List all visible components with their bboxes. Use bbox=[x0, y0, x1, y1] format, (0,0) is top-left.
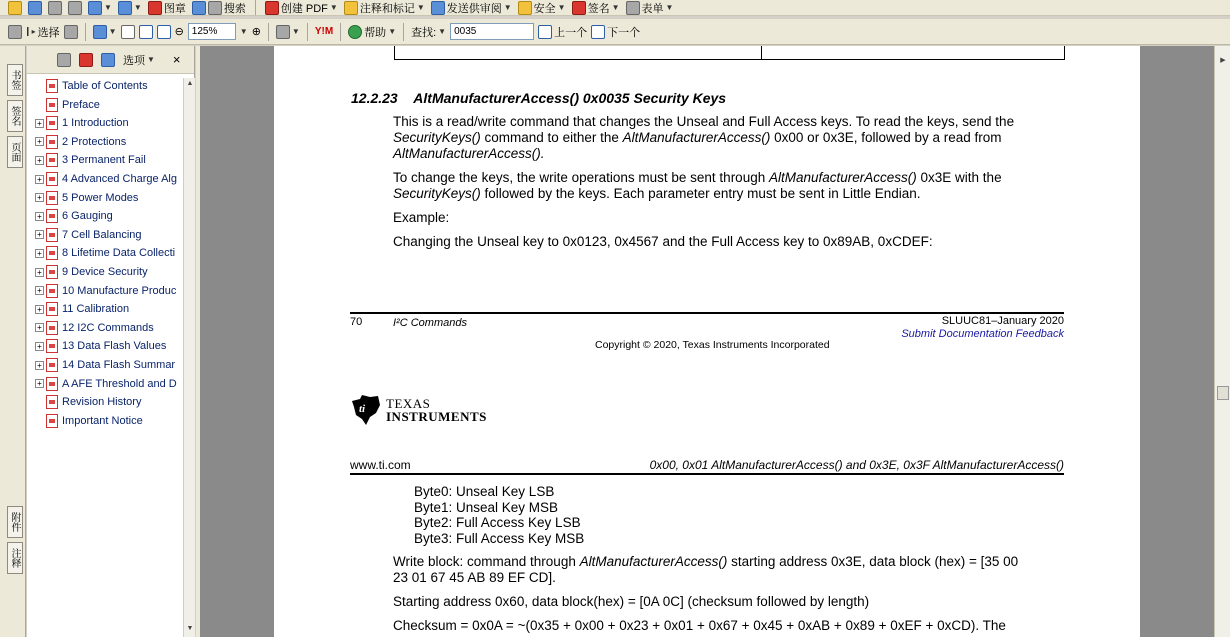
header-title: 0x00, 0x01 AltManufacturerAccess() and 0x3E, 0x3F AltManufacturerAccess() bbox=[649, 458, 1064, 472]
zoom-out-icon: ⊖ bbox=[174, 26, 184, 38]
bookmark-icon bbox=[46, 358, 58, 372]
bookmark-label: 4 Advanced Charge Alg bbox=[62, 173, 177, 185]
expand-icon[interactable]: + bbox=[35, 361, 44, 370]
magnifier-icon bbox=[93, 25, 107, 39]
tab-signatures[interactable]: 签名 bbox=[7, 100, 23, 132]
find-previous-icon bbox=[538, 25, 552, 39]
paragraph-line: SecurityKeys() command to either the AltManufacturerAccess() 0x00 or 0x3E, followed by a read from bbox=[393, 130, 1002, 145]
bookmark-label: 1 Introduction bbox=[62, 117, 129, 130]
bookmark-label: 10 Manufacture Produc bbox=[62, 284, 177, 297]
bookmark-label: 9 Device Security bbox=[62, 266, 148, 278]
bookmark-label: 5 Power Modes bbox=[62, 191, 139, 204]
fit-page-button[interactable] bbox=[139, 24, 153, 40]
header-rule bbox=[350, 473, 1064, 475]
scroll-up-icon[interactable]: ▲ bbox=[186, 80, 194, 87]
print-button[interactable] bbox=[68, 0, 82, 16]
copyright: Copyright © 2020, Texas Instruments Incorporated bbox=[595, 339, 830, 351]
toolbar-separator bbox=[307, 23, 308, 41]
help-icon bbox=[348, 25, 362, 39]
bookmark-icon bbox=[46, 377, 58, 391]
yahoo-button[interactable] bbox=[315, 24, 333, 40]
bookmark-icon bbox=[46, 246, 58, 260]
bookmarks-panel-header bbox=[27, 46, 194, 74]
form-icon bbox=[626, 1, 640, 15]
bookmark-item[interactable] bbox=[46, 413, 143, 429]
toolbar-separator bbox=[85, 23, 86, 41]
bookmark-item[interactable] bbox=[35, 264, 148, 280]
tab-bookmarks[interactable]: 书签 bbox=[7, 64, 23, 96]
byte-line: Byte1: Unseal Key MSB bbox=[414, 500, 559, 515]
bookmark-item[interactable] bbox=[35, 208, 113, 224]
bookmark-label: 7 Cell Balancing bbox=[62, 228, 142, 241]
attach-button[interactable]: ▼ bbox=[118, 0, 142, 16]
table-border bbox=[761, 46, 762, 60]
zoom-tool-button[interactable]: ▼ bbox=[93, 24, 117, 40]
bookmark-item[interactable] bbox=[35, 134, 126, 150]
search-button[interactable]: 搜索 bbox=[192, 0, 246, 16]
text-cursor-icon: I bbox=[26, 24, 30, 39]
bookmark-icon bbox=[46, 172, 58, 186]
page-icon bbox=[121, 25, 135, 39]
scroll-thumb[interactable] bbox=[1217, 386, 1229, 400]
bookmark-item[interactable] bbox=[35, 115, 129, 131]
create-pdf-button[interactable]: 创建 PDF ▼ bbox=[265, 0, 338, 16]
select-tool-button[interactable]: I ▸ 选择 bbox=[26, 24, 60, 39]
side-tab-strip bbox=[0, 46, 26, 637]
bookmark-icon bbox=[46, 395, 58, 409]
bookmark-icon bbox=[46, 209, 58, 223]
ti-logo-icon bbox=[350, 395, 382, 425]
bookmark-label: 11 Calibration bbox=[62, 303, 130, 316]
find-next-icon bbox=[591, 25, 605, 39]
bookmark-item[interactable] bbox=[35, 301, 129, 317]
bookmarks-panel bbox=[27, 46, 195, 637]
bookmark-icon bbox=[46, 135, 58, 149]
paragraph-line: 23 01 67 45 AB 89 EF CD]. bbox=[393, 570, 556, 585]
send-review-button[interactable]: 发送供审阅 ▼ bbox=[431, 0, 512, 16]
expand-icon[interactable]: + bbox=[35, 249, 44, 258]
bookmark-item[interactable] bbox=[46, 78, 148, 94]
bookmark-label: 14 Data Flash Summar bbox=[62, 359, 176, 371]
paragraph-line: Starting address 0x60, data block(hex) = [0A 0C] (checksum followed by length) bbox=[393, 594, 870, 609]
bookmark-label: 2 Protections bbox=[62, 135, 127, 148]
bookmark-item[interactable] bbox=[35, 320, 154, 336]
main-toolbar bbox=[0, 0, 1230, 16]
zoom-in-button[interactable] bbox=[252, 24, 261, 40]
mail-icon bbox=[48, 1, 62, 15]
sign-button[interactable]: 签名 ▼ bbox=[572, 0, 620, 16]
bookmark-label: 13 Data Flash Values bbox=[62, 340, 167, 353]
find-label: 查找: ▼ bbox=[411, 26, 447, 39]
bookmark-scrollbar[interactable] bbox=[183, 78, 195, 637]
footer-page-number: 70 bbox=[350, 316, 363, 328]
bookmark-label: 12 I2C Commands bbox=[62, 321, 154, 334]
ti-logo: ti TEXAS INSTRUMENTS bbox=[350, 395, 487, 425]
bookmark-icon bbox=[46, 79, 58, 93]
bookmark-item[interactable] bbox=[35, 152, 146, 168]
rotate-button[interactable]: ▼ bbox=[276, 24, 300, 40]
expand-icon[interactable]: + bbox=[35, 156, 44, 165]
paragraph-line: Changing the Unseal key to 0x0123, 0x4567 and the Full Access key to 0x89AB, 0xCDEF: bbox=[393, 234, 933, 249]
comment-markup-button[interactable]: 注释和标记 ▼ bbox=[344, 0, 425, 16]
find-input[interactable]: 0035 bbox=[450, 23, 534, 40]
bookmark-item[interactable] bbox=[35, 190, 138, 206]
bookmark-icon bbox=[46, 153, 58, 167]
fit-page-icon bbox=[139, 25, 153, 39]
expand-bookmark-icon[interactable] bbox=[101, 53, 115, 67]
lock-icon bbox=[518, 1, 532, 15]
help-button[interactable]: 帮助 ▼ bbox=[348, 24, 396, 40]
bookmark-icon bbox=[46, 116, 58, 130]
organizer-icon bbox=[88, 1, 102, 15]
toolbar-separator bbox=[268, 23, 269, 41]
paragraph-line: AltManufacturerAccess(). bbox=[393, 146, 545, 161]
comment-icon bbox=[344, 1, 358, 15]
stamp-icon bbox=[148, 1, 162, 15]
expand-icon[interactable]: + bbox=[35, 305, 44, 314]
delete-bookmark-icon[interactable] bbox=[57, 53, 71, 67]
bookmark-icon bbox=[46, 321, 58, 335]
bookmark-item[interactable] bbox=[35, 283, 176, 299]
review-icon bbox=[431, 1, 445, 15]
disk-icon bbox=[28, 1, 42, 15]
email-button[interactable] bbox=[48, 0, 62, 16]
bookmark-item[interactable] bbox=[35, 376, 177, 392]
tab-comments[interactable]: 注释 bbox=[7, 542, 23, 574]
bookmark-icon bbox=[46, 98, 58, 112]
footer-section: I²C Commands bbox=[393, 317, 467, 329]
header-url: www.ti.com bbox=[350, 458, 411, 472]
toolbar-separator bbox=[403, 23, 404, 41]
paragraph-line: Checksum = 0x0A = ~(0x35 + 0x00 + 0x23 + 0x01 + 0x67 + 0x45 + 0xAB + 0x89 + 0xEF + 0xCD). The bbox=[393, 618, 1006, 633]
zoom-level-field[interactable]: 125% bbox=[188, 23, 236, 40]
expand-icon[interactable]: + bbox=[35, 193, 44, 202]
expand-icon[interactable]: + bbox=[35, 268, 44, 277]
zoom-dropdown-icon[interactable]: ▼ bbox=[239, 27, 248, 36]
expand-icon[interactable]: + bbox=[35, 342, 44, 351]
bookmark-label: Revision History bbox=[62, 396, 142, 409]
bookmark-label: A AFE Threshold and D bbox=[62, 377, 177, 390]
bookmark-label: 6 Gauging bbox=[62, 210, 113, 223]
paragraph-line: This is a read/write command that changes the Unseal and Full Access keys. To read the keys, send the bbox=[393, 114, 1015, 129]
bookmark-icon bbox=[46, 284, 58, 298]
bookmark-item[interactable] bbox=[46, 394, 141, 410]
expand-icon[interactable]: + bbox=[35, 212, 44, 221]
snapshot-button[interactable] bbox=[64, 24, 78, 40]
printer-icon bbox=[68, 1, 82, 15]
open-button[interactable] bbox=[8, 0, 22, 16]
byte-line: Byte3: Full Access Key MSB bbox=[414, 531, 585, 546]
find-next-button[interactable]: 下一个 bbox=[591, 24, 640, 40]
actual-size-button[interactable] bbox=[121, 24, 135, 40]
footer-rule bbox=[350, 312, 1064, 314]
paragraph-line: Write block: command through AltManufacturerAccess() starting address 0x3E, data block (hex) = [35 00 bbox=[393, 554, 1019, 569]
paragraph-line: SecurityKeys() followed by the keys. Each parameter entry must be sent in Little Endian. bbox=[393, 186, 921, 201]
bookmark-icon bbox=[46, 414, 58, 428]
toolbar-separator bbox=[255, 0, 256, 16]
byte-line: Byte0: Unseal Key LSB bbox=[414, 484, 555, 499]
folder-icon bbox=[8, 1, 22, 15]
zoom-in-icon: ⊕ bbox=[251, 26, 261, 38]
bookmark-tree bbox=[27, 78, 183, 633]
bookmark-options-button[interactable]: 选项 ▼ bbox=[123, 54, 155, 67]
bookmark-icon bbox=[46, 265, 58, 279]
search-icon bbox=[192, 1, 206, 15]
expand-icon[interactable]: + bbox=[35, 286, 44, 295]
bookmark-label: Table of Contents bbox=[62, 80, 148, 92]
bookmark-item[interactable] bbox=[35, 227, 142, 243]
byte-line: Byte2: Full Access Key LSB bbox=[414, 515, 581, 530]
table-border bbox=[394, 46, 395, 60]
organizer-button[interactable]: ▼ bbox=[88, 0, 112, 16]
zoom-out-button[interactable] bbox=[175, 24, 184, 40]
scroll-up-icon[interactable]: ▶ bbox=[1220, 57, 1226, 64]
expand-icon[interactable]: + bbox=[35, 137, 44, 146]
camera-icon bbox=[64, 25, 78, 39]
bookmark-label: 3 Permanent Fail bbox=[62, 154, 146, 167]
pen-icon bbox=[572, 1, 586, 15]
bookmark-icon bbox=[46, 228, 58, 242]
example-label: Example: bbox=[393, 210, 450, 225]
find-previous-button[interactable]: 上一个 bbox=[538, 24, 587, 40]
bookmark-label: 8 Lifetime Data Collecti bbox=[62, 247, 176, 260]
bookmark-icon bbox=[46, 191, 58, 205]
bookmark-label: Preface bbox=[62, 98, 100, 111]
bookmark-item[interactable] bbox=[35, 338, 166, 354]
document-page-71 bbox=[274, 377, 1140, 637]
stamp-button[interactable]: 图章 bbox=[148, 0, 186, 16]
table-border bbox=[1064, 46, 1065, 60]
paperclip-icon bbox=[118, 1, 132, 15]
fit-width-icon bbox=[157, 25, 171, 39]
navigation-toolbar bbox=[0, 19, 1230, 45]
expand-icon[interactable]: + bbox=[35, 175, 44, 184]
bookmark-icon bbox=[46, 302, 58, 316]
hand-tool-button[interactable] bbox=[8, 24, 22, 40]
bookmark-icon bbox=[46, 339, 58, 353]
document-page-70 bbox=[274, 46, 1140, 416]
footer-doc-id: SLUUC81–January 2020 bbox=[941, 315, 1064, 327]
svg-text:ti: ti bbox=[359, 403, 366, 415]
expand-icon[interactable]: + bbox=[35, 323, 44, 332]
bookmark-item[interactable] bbox=[35, 171, 177, 187]
create-pdf-icon bbox=[265, 1, 279, 15]
save-button[interactable] bbox=[28, 0, 42, 16]
table-border bbox=[394, 59, 1065, 60]
fit-width-button[interactable] bbox=[157, 24, 171, 40]
paragraph-line: To change the keys, the write operations must be sent through AltManufacturerAccess() 0x3E with the bbox=[393, 170, 1002, 185]
security-button[interactable]: 安全 ▼ bbox=[518, 0, 566, 16]
rotate-icon bbox=[276, 25, 290, 39]
toolbar-separator bbox=[340, 23, 341, 41]
hand-icon bbox=[8, 25, 22, 39]
document-scrollbar[interactable] bbox=[1214, 46, 1230, 637]
bookmark-label: Important Notice bbox=[62, 414, 143, 427]
new-bookmark-icon[interactable] bbox=[79, 53, 93, 67]
bookmark-item[interactable] bbox=[46, 97, 100, 113]
yahoo-icon: Y!M bbox=[314, 26, 334, 37]
expand-icon[interactable]: + bbox=[35, 379, 44, 388]
bookmark-item[interactable] bbox=[35, 357, 175, 373]
expand-icon[interactable]: + bbox=[35, 119, 44, 128]
tab-attachments[interactable]: 附件 bbox=[7, 506, 23, 538]
binoculars-icon bbox=[208, 1, 222, 15]
expand-icon[interactable]: + bbox=[35, 230, 44, 239]
close-panel-icon[interactable]: × bbox=[172, 52, 181, 67]
document-view[interactable] bbox=[200, 46, 1214, 637]
tab-pages[interactable]: 页面 bbox=[7, 136, 23, 168]
forms-button[interactable]: 表单 ▼ bbox=[626, 0, 674, 16]
scroll-down-icon[interactable]: ▼ bbox=[186, 625, 194, 632]
bookmark-item[interactable] bbox=[35, 245, 175, 261]
feedback-link[interactable]: Submit Documentation Feedback bbox=[901, 328, 1064, 340]
section-heading: 12.2.23 AltManufacturerAccess() 0x0035 Security Keys bbox=[351, 90, 727, 106]
